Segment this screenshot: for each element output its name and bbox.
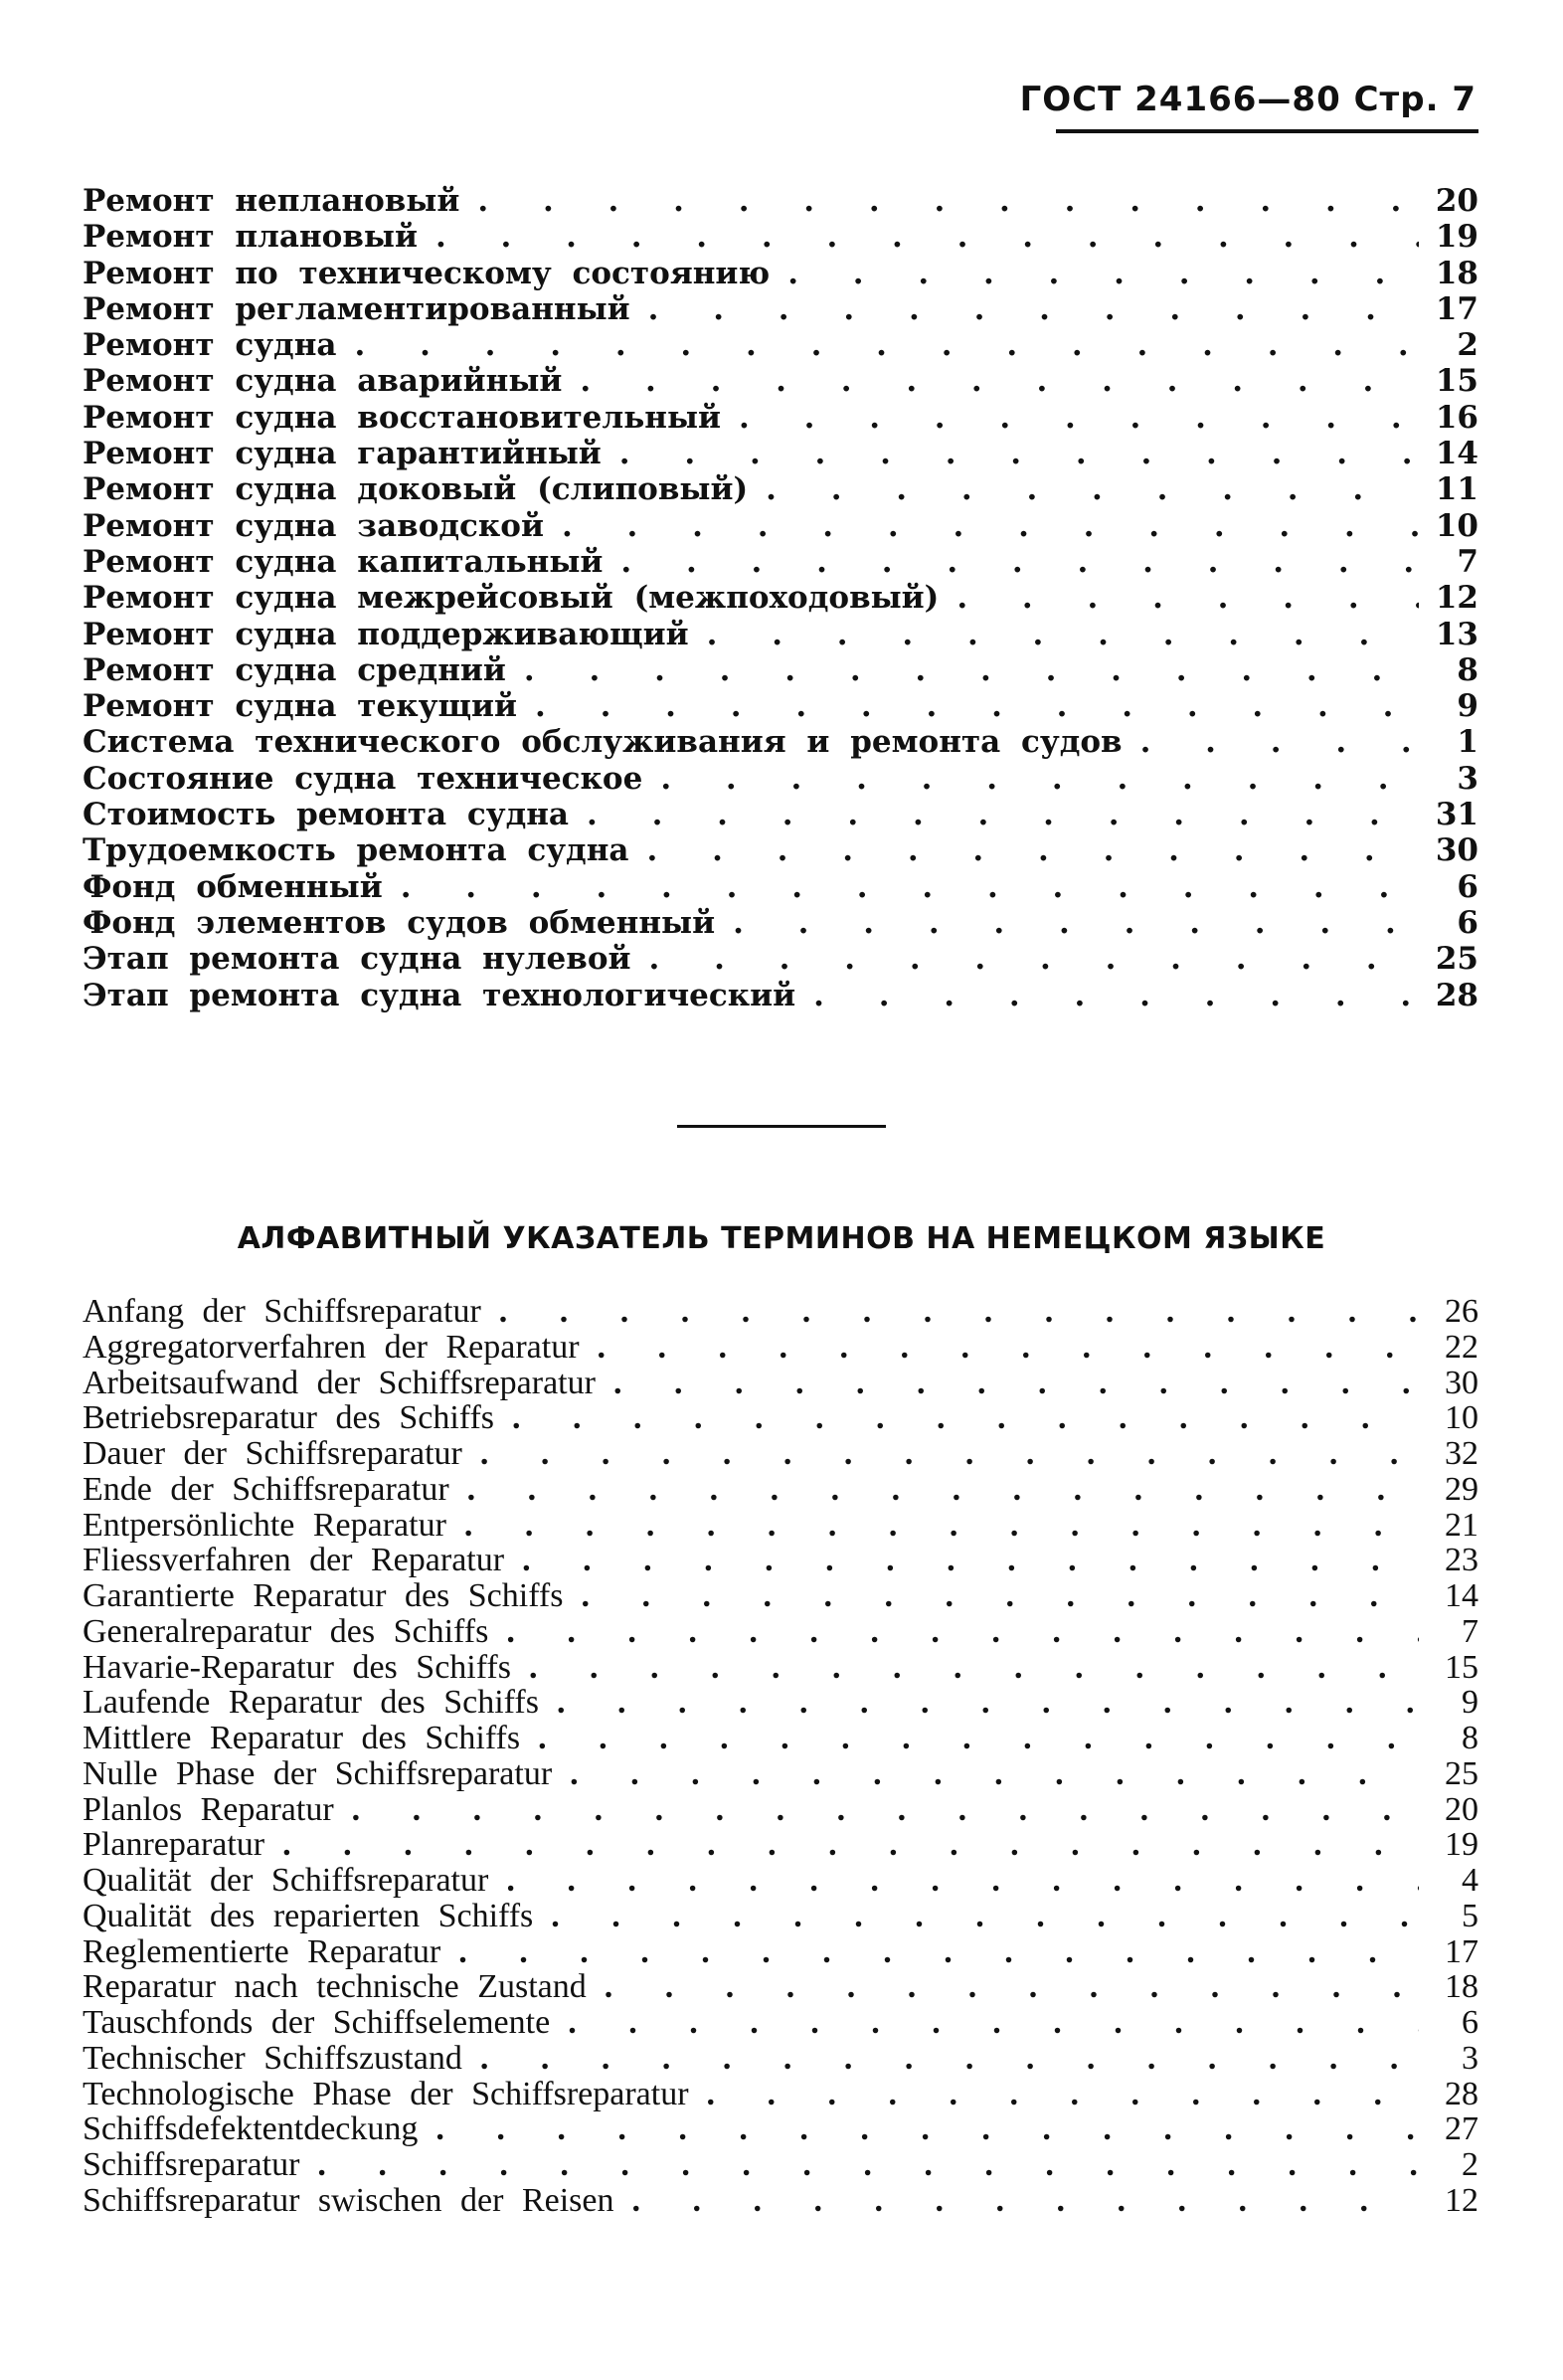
dot-leader (649, 941, 1420, 977)
index-page-number: 17 (1435, 290, 1478, 327)
index-entry (83, 1792, 1478, 1828)
index-page-number: 4 (1462, 1862, 1478, 1899)
index-page-number: 6 (1457, 868, 1478, 905)
index-entry (83, 580, 1478, 616)
index-page-number: 6 (1457, 904, 1478, 941)
index-term: Этап ремонта судна нулевой (83, 941, 631, 978)
index-term: Ремонт судна текущий (83, 688, 517, 725)
index-page-number: 19 (1435, 219, 1478, 256)
index-entry (83, 1650, 1478, 1686)
index-term: Reparatur nach technische Zustand (83, 1968, 587, 2006)
index-entry (83, 978, 1478, 1013)
index-term: Qualität des reparierten Schiffs (83, 1897, 534, 1934)
index-term: Havarie-Reparatur des Schiffs (83, 1648, 511, 1686)
index-entry (83, 1294, 1478, 1330)
index-page-number: 25 (1445, 1754, 1478, 1792)
index-entry (83, 2077, 1478, 2112)
index-term: Трудоемкость ремонта судна (83, 832, 629, 869)
index-entry (83, 1330, 1478, 1366)
index-entry (83, 2005, 1478, 2041)
index-page-number: 5 (1462, 1897, 1478, 1934)
dot-leader (619, 436, 1419, 471)
index-entry (83, 1472, 1478, 1508)
index-page-number: 8 (1462, 1720, 1478, 1756)
dot-leader (512, 1400, 1419, 1436)
index-term: Mittlere Reparatur des Schiffs (83, 1720, 521, 1756)
index-entry (83, 1827, 1478, 1863)
dot-leader (766, 471, 1419, 507)
german-term-index (83, 1294, 1478, 2219)
dot-leader (458, 1934, 1419, 1970)
index-term: Ремонт судна аварийный (83, 363, 563, 400)
index-entry (83, 905, 1478, 941)
dot-leader (568, 2005, 1419, 2041)
index-entry (83, 2147, 1478, 2183)
index-page-number: 13 (1435, 616, 1478, 652)
dot-leader (477, 183, 1419, 219)
index-entry (83, 652, 1478, 688)
index-entry (83, 1934, 1478, 1970)
index-entry (83, 471, 1478, 507)
index-page-number: 28 (1445, 2075, 1478, 2112)
dot-leader (480, 1436, 1419, 1472)
index-term: Ende der Schiffsreparatur (83, 1470, 449, 1508)
index-term: Schiffsreparatur swischen der Reisen (83, 2181, 614, 2219)
dot-leader (956, 580, 1419, 616)
index-term: Laufende Reparatur des Schiffs (83, 1684, 539, 1722)
index-term: Ремонт плановый (83, 219, 418, 256)
index-page-number: 1 (1457, 724, 1478, 761)
index-term: Technischer Schiffszustand (83, 2039, 462, 2077)
index-term: Ремонт судна межрейсовый (межпоходовый) (83, 580, 940, 617)
index-page-number: 20 (1445, 1790, 1478, 1828)
index-page-number: 7 (1457, 543, 1478, 580)
index-term: Ремонт судна средний (83, 651, 506, 688)
index-term: Фонд элементов судов обменный (83, 904, 716, 941)
dot-leader (787, 256, 1419, 291)
index-page-number: 3 (1462, 2039, 1478, 2077)
index-term: Ремонт неплановый (83, 183, 460, 219)
dot-leader (499, 1294, 1419, 1330)
dot-leader (352, 1792, 1419, 1828)
dot-leader (632, 2183, 1420, 2219)
index-page-number: 10 (1445, 1399, 1478, 1437)
dot-leader (580, 363, 1419, 399)
index-term: Anfang der Schiffsreparatur (83, 1293, 481, 1330)
index-page-number: 11 (1435, 471, 1478, 508)
russian-term-index (83, 183, 1478, 1013)
dot-leader (435, 2111, 1419, 2147)
dot-leader (535, 688, 1419, 724)
index-entry (83, 327, 1478, 363)
index-entry (83, 183, 1478, 219)
index-page-number: 2 (1462, 2146, 1478, 2183)
index-page-number: 2 (1457, 327, 1478, 364)
index-page-number: 15 (1435, 363, 1478, 400)
dot-leader (317, 2147, 1419, 2183)
index-term: Qualität der Schiffsreparatur (83, 1862, 489, 1899)
index-term: Tauschfonds der Schiffselemente (83, 2004, 551, 2041)
dot-leader (813, 978, 1419, 1013)
index-term: Dauer der Schiffsreparatur (83, 1435, 462, 1472)
index-term: Ремонт судна (83, 327, 337, 364)
index-entry (83, 1969, 1478, 2005)
dot-leader (524, 652, 1419, 688)
index-term: Fliessverfahren der Reparatur (83, 1542, 505, 1579)
index-page-number: 31 (1435, 797, 1478, 833)
index-entry (83, 400, 1478, 436)
index-page-number: 27 (1445, 2110, 1478, 2148)
index-page-number: 21 (1445, 1506, 1478, 1544)
index-term: Ремонт судна доковый (слиповый) (83, 471, 749, 508)
index-entry (83, 1863, 1478, 1899)
index-page-number: 14 (1435, 436, 1478, 472)
dot-leader (598, 1330, 1419, 1366)
index-entry (83, 1508, 1478, 1544)
dot-leader (529, 1650, 1419, 1686)
index-entry (83, 291, 1478, 327)
index-entry (83, 941, 1478, 977)
index-entry (83, 1436, 1478, 1472)
index-entry (83, 761, 1478, 797)
index-term: Ремонт судна поддерживающий (83, 616, 689, 652)
dot-leader (587, 797, 1419, 832)
dot-leader (570, 1756, 1419, 1792)
index-page-number: 12 (1445, 2181, 1478, 2219)
index-page-number: 18 (1445, 1968, 1478, 2006)
index-page-number: 19 (1445, 1826, 1478, 1864)
index-term: Schiffsdefektentdeckung (83, 2110, 419, 2148)
index-term: Ремонт судна гарантийный (83, 436, 602, 472)
dot-leader (506, 1863, 1419, 1899)
index-page-number: 16 (1435, 399, 1478, 436)
index-term: Фонд обменный (83, 868, 383, 905)
index-term: Technologische Phase der Schiffsreparatur (83, 2075, 689, 2112)
dot-leader (648, 291, 1419, 327)
index-term: Ремонт судна заводской (83, 507, 544, 544)
dot-leader (739, 400, 1419, 436)
index-entry (83, 436, 1478, 471)
dot-leader (551, 1899, 1419, 1934)
index-page-number: 23 (1445, 1542, 1478, 1579)
index-term: Planlos Reparatur (83, 1790, 334, 1828)
index-term: Schiffsreparatur (83, 2146, 300, 2183)
index-entry (83, 2111, 1478, 2147)
index-entry (83, 1721, 1478, 1756)
index-term: Система технического обслуживания и ремонта судов (83, 724, 1123, 761)
dot-leader (522, 1543, 1419, 1578)
dot-leader (355, 327, 1420, 363)
index-page-number: 25 (1435, 941, 1478, 978)
index-entry (83, 724, 1478, 760)
german-section-title: АЛФАВИТНЫЙ УКАЗАТЕЛЬ ТЕРМИНОВ НА НЕМЕЦКОМ ЯЗЫКЕ (237, 1221, 1326, 1256)
dot-leader (557, 1685, 1419, 1721)
index-page-number: 30 (1445, 1364, 1478, 1401)
index-page-number: 14 (1445, 1577, 1478, 1614)
index-page-number: 20 (1435, 183, 1478, 219)
index-term: Betriebsreparatur des Schiffs (83, 1399, 495, 1437)
index-term: Generalreparatur des Schiffs (83, 1612, 489, 1650)
dot-leader (467, 1472, 1419, 1508)
dot-leader (435, 219, 1419, 255)
index-term: Этап ремонта судна технологический (83, 977, 796, 1013)
index-page-number: 9 (1457, 688, 1478, 725)
index-page-number: 18 (1435, 255, 1478, 291)
index-page-number: 6 (1462, 2004, 1478, 2041)
index-term: Стоимость ремонта судна (83, 797, 570, 833)
index-page-number: 8 (1457, 651, 1478, 688)
index-entry (83, 1543, 1478, 1578)
dot-leader (660, 761, 1419, 797)
index-term: Ремонт по техническому состоянию (83, 255, 771, 291)
index-entry (83, 544, 1478, 580)
index-entry (83, 869, 1478, 905)
page-header: ГОСТ 24166—80 Стр. 7 (1019, 80, 1476, 119)
index-term: Reglementierte Reparatur (83, 1932, 441, 1970)
index-term: Состояние судна техническое (83, 760, 643, 797)
index-entry (83, 508, 1478, 544)
dot-leader (707, 2077, 1419, 2112)
index-entry (83, 832, 1478, 868)
index-entry (83, 363, 1478, 399)
index-entry (83, 617, 1478, 652)
dot-leader (581, 1578, 1419, 1614)
index-page-number: 32 (1445, 1435, 1478, 1472)
index-term: Ремонт судна восстановительный (83, 399, 722, 436)
index-page-number: 22 (1445, 1328, 1478, 1366)
index-entry (83, 797, 1478, 832)
index-entry (83, 1614, 1478, 1650)
index-page-number: 26 (1445, 1293, 1478, 1330)
index-entry (83, 2183, 1478, 2219)
index-entry (83, 1899, 1478, 1934)
index-page-number: 12 (1435, 580, 1478, 617)
index-entry (83, 256, 1478, 291)
dot-leader (464, 1508, 1419, 1544)
dot-leader (480, 2041, 1419, 2077)
index-entry (83, 1578, 1478, 1614)
index-entry (83, 1366, 1478, 1401)
index-page-number: 9 (1462, 1684, 1478, 1722)
index-term: Planreparatur (83, 1826, 265, 1864)
index-page-number: 10 (1435, 507, 1478, 544)
dot-leader (538, 1721, 1419, 1756)
index-term: Entpersönlichte Reparatur (83, 1506, 446, 1544)
dot-leader (707, 617, 1419, 652)
dot-leader (401, 869, 1419, 905)
dot-leader (647, 832, 1420, 868)
index-term: Garantierte Reparatur des Schiffs (83, 1577, 564, 1614)
index-page-number: 28 (1435, 977, 1478, 1013)
index-term: Ремонт регламентированный (83, 290, 630, 327)
dot-leader (1140, 724, 1419, 760)
index-entry (83, 1400, 1478, 1436)
index-page-number: 29 (1445, 1470, 1478, 1508)
dot-leader (733, 905, 1419, 941)
index-entry (83, 1756, 1478, 1792)
dot-leader (620, 544, 1419, 580)
index-page-number: 17 (1445, 1932, 1478, 1970)
dot-leader (282, 1827, 1419, 1863)
section-divider (677, 1125, 886, 1128)
index-term: Ремонт судна капитальный (83, 543, 604, 580)
index-page-number: 15 (1445, 1648, 1478, 1686)
index-term: Nulle Phase der Schiffsreparatur (83, 1754, 553, 1792)
index-entry (83, 219, 1478, 255)
index-entry (83, 688, 1478, 724)
dot-leader (605, 1969, 1419, 2005)
index-page-number: 3 (1457, 760, 1478, 797)
dot-leader (613, 1366, 1419, 1401)
header-rule (1056, 129, 1478, 133)
index-term: Arbeitsaufwand der Schiffsreparatur (83, 1364, 596, 1401)
index-term: Aggregatorverfahren der Reparatur (83, 1328, 580, 1366)
index-page-number: 30 (1435, 832, 1478, 869)
index-entry (83, 2041, 1478, 2077)
index-page-number: 7 (1462, 1612, 1478, 1650)
index-entry (83, 1685, 1478, 1721)
dot-leader (562, 508, 1419, 544)
dot-leader (506, 1614, 1419, 1650)
